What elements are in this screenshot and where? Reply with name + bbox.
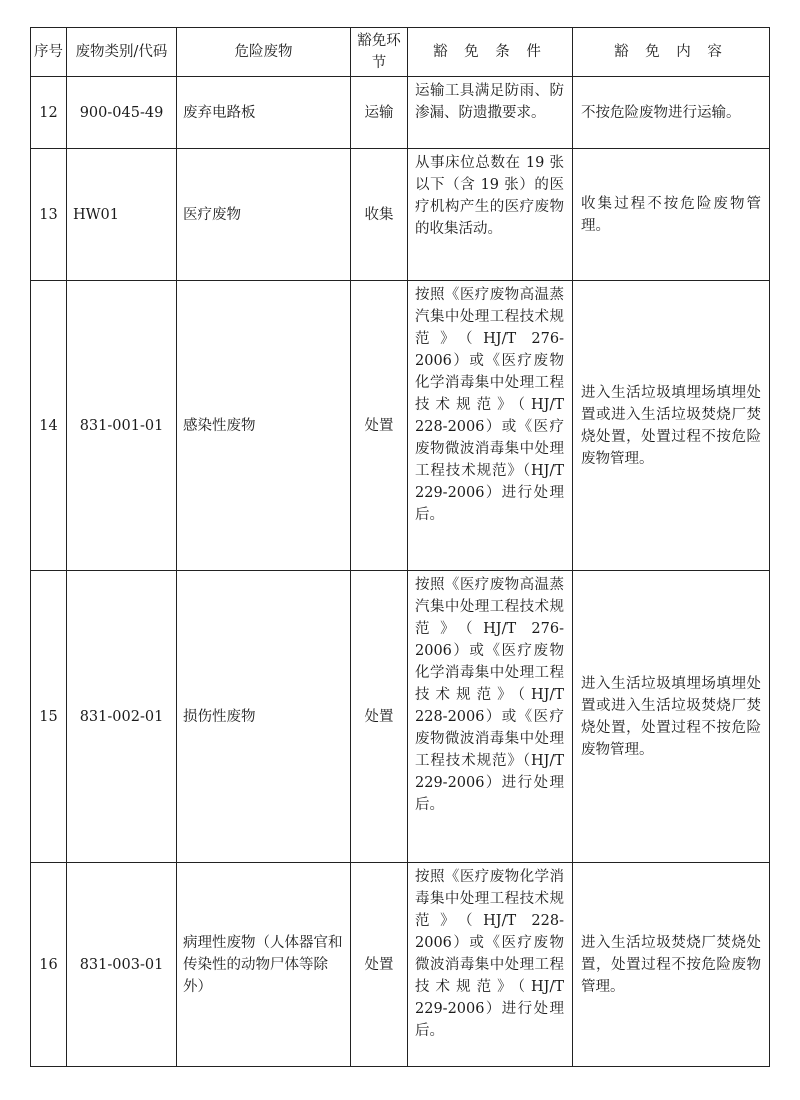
table-row [31,149,770,281]
cell-exemption-condition: 按照《医疗废物高温蒸汽集中处理工程技术规范》（HJ/T 276-2006）或《医疗废物化学消毒集中处理工程技术规范》（HJ/T 228-2006）或《医疗废物微波消毒集中处理工程技术规范》（HJ/T 229-2006）进行处理后。 [408,281,573,571]
cell-waste-code: 831-003-01 [67,863,177,1067]
table-row [31,863,770,1067]
header-waste-category-code: 废物类别/代码 [67,28,177,77]
cell-waste-code: 900-045-49 [67,77,177,149]
header-exemption-stage: 豁免环节 [351,28,408,77]
table-row [31,281,770,571]
cell-exemption-stage: 处置 [351,863,408,1067]
cell-waste-code: HW01 [67,149,177,281]
cell-exemption-stage: 运输 [351,77,408,149]
cell-exemption-content: 进入生活垃圾填埋场填埋处置或进入生活垃圾焚烧厂焚烧处置，处置过程不按危险废物管理。 [573,571,770,863]
table-row [31,571,770,863]
table-header [31,28,770,77]
table-body [31,77,770,1067]
cell-exemption-stage: 处置 [351,281,408,571]
cell-waste-name: 损伤性废物 [177,571,351,863]
cell-exemption-stage: 收集 [351,149,408,281]
cell-exemption-content: 进入生活垃圾填埋场填埋处置或进入生活垃圾焚烧厂焚烧处置，处置过程不按危险废物管理。 [573,281,770,571]
cell-waste-name: 病理性废物（人体器官和传染性的动物尸体等除外） [177,863,351,1067]
cell-waste-name: 感染性废物 [177,281,351,571]
cell-serial-number: 13 [31,149,67,281]
cell-exemption-condition: 从事床位总数在 19 张以下（含 19 张）的医疗机构产生的医疗废物的收集活动。 [408,149,573,281]
exemption-table [30,27,770,1067]
header-hazardous-waste: 危险废物 [177,28,351,77]
cell-exemption-condition: 按照《医疗废物化学消毒集中处理工程技术规范》（HJ/T 228-2006）或《医疗废物微波消毒集中处理工程技术规范》（HJ/T 229-2006）进行处理后。 [408,863,573,1067]
cell-exemption-condition: 按照《医疗废物高温蒸汽集中处理工程技术规范》（HJ/T 276-2006）或《医疗废物化学消毒集中处理工程技术规范》（HJ/T 228-2006）或《医疗废物微波消毒集中处理工程技术规范》（HJ/T 229-2006）进行处理后。 [408,571,573,863]
cell-waste-name: 医疗废物 [177,149,351,281]
cell-waste-code: 831-001-01 [67,281,177,571]
cell-serial-number: 16 [31,863,67,1067]
cell-exemption-content: 收集过程不按危险废物管理。 [573,149,770,281]
cell-exemption-content: 不按危险废物进行运输。 [573,77,770,149]
cell-serial-number: 12 [31,77,67,149]
header-exemption-condition: 豁 免 条 件 [408,28,573,77]
cell-exemption-content: 进入生活垃圾焚烧厂焚烧处置，处置过程不按危险废物管理。 [573,863,770,1067]
cell-waste-name: 废弃电路板 [177,77,351,149]
cell-serial-number: 14 [31,281,67,571]
header-serial-number: 序号 [31,28,67,77]
table-row [31,77,770,149]
cell-waste-code: 831-002-01 [67,571,177,863]
cell-exemption-stage: 处置 [351,571,408,863]
cell-exemption-condition: 运输工具满足防雨、防渗漏、防遗撒要求。 [408,77,573,149]
header-exemption-content: 豁 免 内 容 [573,28,770,77]
exemption-table-page [30,27,769,1067]
cell-serial-number: 15 [31,571,67,863]
